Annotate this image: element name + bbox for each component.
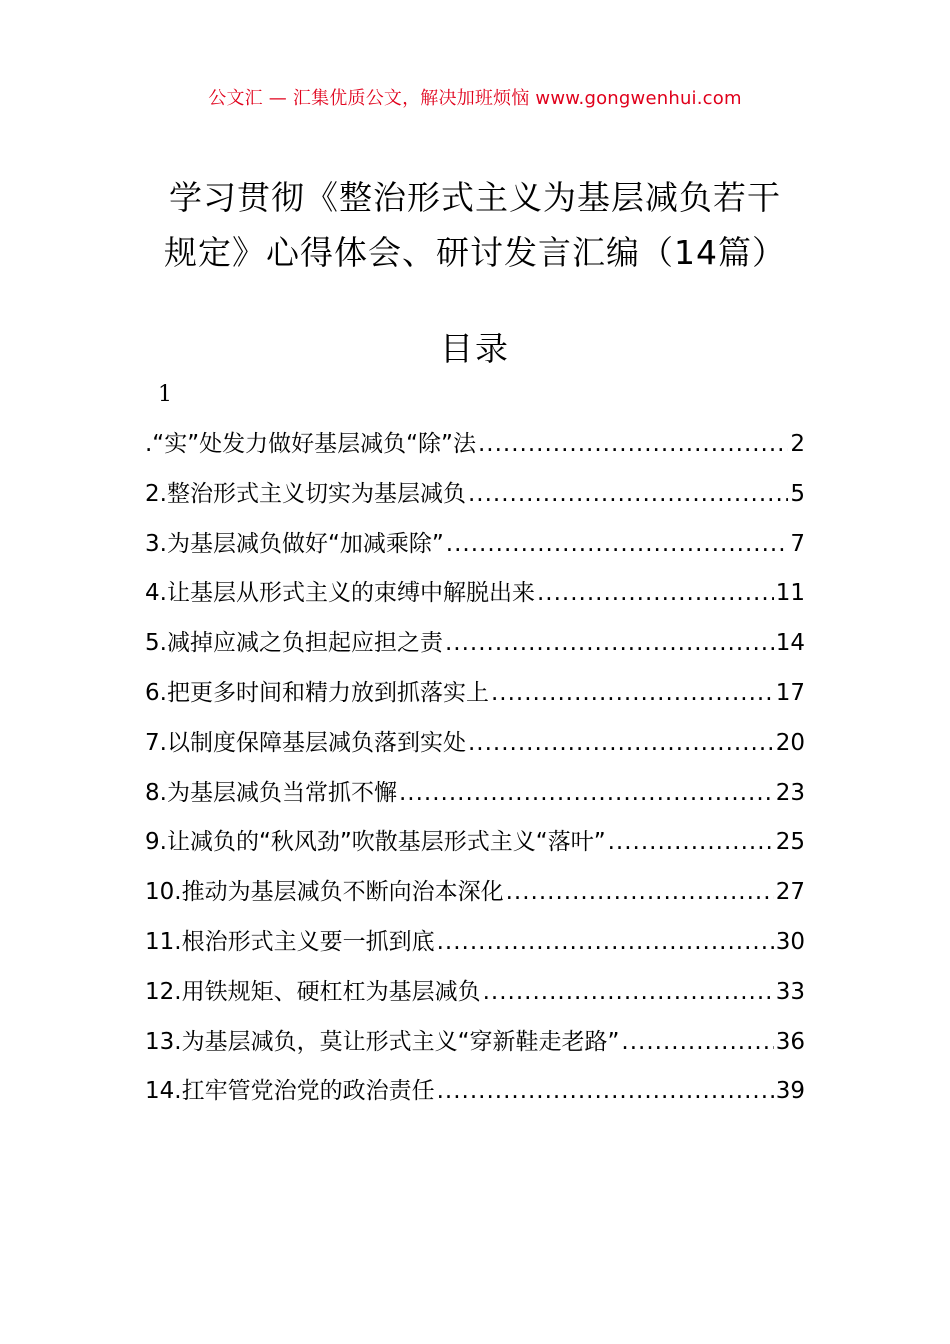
toc-entry-title: 10.推动为基层减负不断向治本深化 (145, 879, 504, 906)
toc-entry-title: 3.为基层减负做好“加减乘除” (145, 530, 444, 557)
toc-entry[interactable] (145, 918, 805, 968)
toc-entry-title: 14.扛牢管党治党的政治责任 (145, 1078, 435, 1105)
toc-entry[interactable] (145, 420, 805, 470)
document-title-line-1: 学习贯彻《整治形式主义为基层减负若干 (169, 178, 781, 217)
toc-dot-leader (437, 1067, 774, 1117)
toc-entry-title: 11.根治形式主义要一抓到底 (145, 928, 435, 955)
toc-entry[interactable] (145, 1067, 805, 1117)
toc-entry-page: 33 (775, 978, 805, 1005)
toc-entry[interactable] (145, 520, 805, 570)
toc-entry-title: 6.把更多时间和精力放到抓落实上 (145, 679, 489, 706)
toc-dot-leader (491, 669, 774, 719)
toc-entry-title: 7.以制度保障基层减负落到实处 (145, 729, 466, 756)
toc-entry[interactable] (145, 719, 805, 769)
document-title (120, 170, 830, 280)
toc-dot-leader (478, 420, 788, 470)
toc-entry[interactable] (145, 470, 805, 520)
toc-entry-page: 39 (775, 1078, 805, 1105)
toc-dot-leader (399, 769, 774, 819)
toc-entry-page: 20 (775, 729, 805, 756)
toc-dot-leader (537, 569, 774, 619)
toc-entry-title: 8.为基层减负当常抓不懈 (145, 779, 397, 806)
document-title-line-2: 规定》心得体会、研讨发言汇编（14篇） (164, 233, 786, 272)
toc-dot-leader (468, 470, 788, 520)
toc-entry[interactable] (145, 868, 805, 918)
toc-entry-page: 11 (775, 580, 805, 607)
toc-dot-leader (437, 918, 774, 968)
toc-dot-leader (468, 719, 774, 769)
toc-entry[interactable] (145, 769, 805, 819)
toc-entry[interactable] (145, 669, 805, 719)
toc-entry[interactable] (145, 619, 805, 669)
toc-entry-page: 23 (775, 779, 805, 806)
toc-entry-page: 25 (775, 829, 805, 856)
toc-entry-page: 30 (775, 928, 805, 955)
toc-entry-title: 4.让基层从形式主义的束缚中解脱出来 (145, 580, 535, 607)
toc-entry-title: 13.为基层减负，莫让形式主义“穿新鞋走老路” (145, 1028, 620, 1055)
toc-entry-title: .“实”处发力做好基层减负“除”法 (145, 431, 476, 457)
toc-entry-page: 17 (775, 679, 805, 706)
toc-dot-leader (446, 520, 789, 570)
table-of-contents (145, 420, 805, 1117)
toc-entry-page: 36 (775, 1028, 805, 1055)
toc-entry-page: 14 (775, 630, 805, 657)
toc-entry[interactable] (145, 818, 805, 868)
toc-dot-leader (506, 868, 774, 918)
toc-entry[interactable] (145, 1018, 805, 1068)
toc-entry-title: 12.用铁规矩、硬杠杠为基层减负 (145, 978, 481, 1005)
toc-dot-leader (621, 1018, 773, 1068)
toc-entry-title: 9.让减负的“秋风劲”吹散基层形式主义“落叶” (145, 829, 606, 856)
toc-entry-page: 5 (790, 480, 805, 507)
toc-entry-page: 7 (790, 530, 805, 557)
toc-dot-leader (608, 818, 774, 868)
header-banner: 公文汇 — 汇集优质公文，解决加班烦恼 www.gongwenhui.com (208, 88, 742, 109)
toc-heading: 目录 (440, 329, 510, 368)
toc-dot-leader (483, 968, 774, 1018)
toc-entry[interactable] (145, 968, 805, 1018)
toc-entry[interactable] (145, 569, 805, 619)
toc-marker: 1 (158, 382, 172, 407)
toc-entry-page: 2 (790, 431, 805, 457)
toc-dot-leader (445, 619, 774, 669)
toc-entry-page: 27 (775, 879, 805, 906)
toc-entry-title: 5.减掉应减之负担起应担之责 (145, 630, 443, 657)
toc-entry-title: 2.整治形式主义切实为基层减负 (145, 480, 466, 507)
